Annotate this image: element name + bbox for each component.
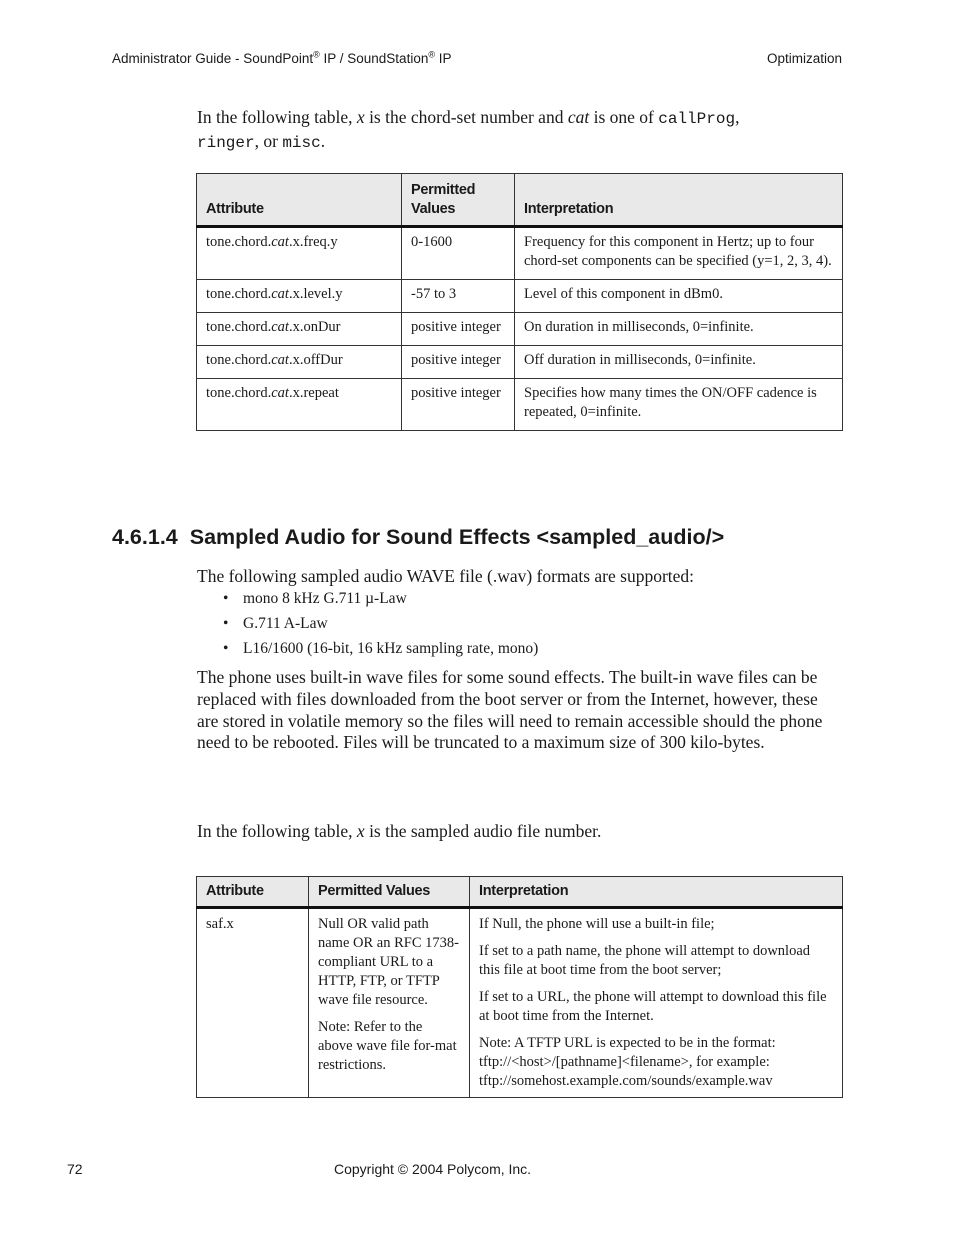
header-attribute: Attribute [197, 174, 402, 227]
var-cat: cat [567, 107, 590, 127]
table-row [197, 280, 843, 313]
attr-cell: tone.chord.cat.x.repeat [197, 379, 402, 431]
table-row [197, 346, 843, 379]
values-cell [309, 908, 470, 1098]
table-row [197, 313, 843, 346]
header-interpretation: Interpretation [470, 877, 843, 908]
chord-attributes-table [196, 173, 843, 431]
code-ringer: ringer [197, 134, 255, 152]
table2-intro: In the following table, x is the sampled audio file number. [197, 821, 602, 841]
interp-cell: Frequency for this component in Hertz; up to four chord-set components can be specified (y=1, 2, 3, 4). [515, 227, 843, 280]
page-number: 72 [67, 1161, 83, 1177]
registered-mark: ® [313, 49, 320, 60]
list-item: • L16/1600 (16-bit, 16 kHz sampling rate, mono) [243, 636, 538, 661]
body-paragraph: The phone uses built-in wave files for some sound effects. The built-in wave files can be replaced with files downloaded from the boot server or from the Internet, however, these are stored in volatile memory so the files will need to remain accessible should the phone need to be rebooted. Files will be truncated to a maximum size of 300 kilo-bytes. [197, 667, 823, 753]
copyright: Copyright © 2004 Polycom, Inc. [334, 1161, 532, 1177]
values-cell: -57 to 3 [402, 280, 515, 313]
code-callprog: callProg [658, 110, 736, 128]
table1-intro: In the following table, x is the chord-set number and cat is one of callProg, ringer, or misc. [197, 107, 740, 152]
interp-tftp-note: Note: A TFTP URL is expected to be in the format: tftp://<host>/[pathname]<filename>, for example: tftp://somehost.example.com/sounds/example.wav [479, 1035, 776, 1089]
attr-cell: tone.chord.cat.x.onDur [197, 313, 402, 346]
list-item: • mono 8 kHz G.711 µ-Law [243, 586, 538, 611]
header-title-suffix: IP [434, 51, 452, 66]
interp-cell: Level of this component in dBm0. [515, 280, 843, 313]
values-cell: positive integer [402, 379, 515, 431]
formats-intro: The following sampled audio WAVE file (.wav) formats are supported: [197, 566, 695, 586]
header-attribute: Attribute [197, 877, 309, 908]
section-title: Sampled Audio for Sound Effects <sampled_audio/> [189, 525, 725, 549]
formats-list [222, 586, 538, 661]
sampled-audio-table [196, 876, 843, 1098]
values-cell: positive integer [402, 346, 515, 379]
table-header-row [197, 877, 843, 908]
values-cell: positive integer [402, 313, 515, 346]
values-cell: 0-1600 [402, 227, 515, 280]
interp-cell: On duration in milliseconds, 0=infinite. [515, 313, 843, 346]
table-row [197, 227, 843, 280]
interp-null: If Null, the phone will use a built-in file; [479, 916, 715, 932]
table-row [197, 908, 843, 1098]
header-interpretation: Interpretation [515, 174, 843, 227]
table-row [197, 379, 843, 431]
interp-url: If set to a URL, the phone will attempt to download this file at boot time from the Internet. [479, 989, 827, 1024]
section-number: 4.6.1.4 [112, 525, 178, 549]
var-x: x [356, 107, 365, 127]
header-permitted-values: Permitted Values [402, 174, 515, 227]
interp-cell [470, 908, 843, 1098]
interp-path: If set to a path name, the phone will attempt to download this file at boot time from the boot server; [479, 943, 811, 978]
list-item: • G.711 A-Law [243, 611, 538, 636]
attr-cell: tone.chord.cat.x.freq.y [197, 227, 402, 280]
table-header-row [197, 174, 843, 227]
section-heading [112, 525, 724, 550]
header-permitted-values: Permitted Values [309, 877, 470, 908]
values-note: Note: Refer to the above wave file for-mat restrictions. [318, 1019, 457, 1073]
header-title-mid: IP / SoundStation [319, 51, 429, 66]
interp-cell: Specifies how many times the ON/OFF cadence is repeated, 0=infinite. [515, 379, 843, 431]
running-header-title [112, 51, 452, 66]
running-header-section: Optimization [766, 51, 842, 66]
var-x: x [356, 821, 365, 841]
header-title-prefix: Administrator Guide - SoundPoint [112, 51, 314, 66]
attr-cell: saf.x [197, 908, 309, 1098]
code-misc: misc [282, 134, 321, 152]
interp-cell: Off duration in milliseconds, 0=infinite. [515, 346, 843, 379]
values-text: Null OR valid path name OR an RFC 1738-compliant URL to a HTTP, FTP, or TFTP wave file resource. [318, 916, 459, 1008]
attr-cell: tone.chord.cat.x.level.y [197, 280, 402, 313]
registered-mark: ® [428, 49, 435, 60]
attr-cell: tone.chord.cat.x.offDur [197, 346, 402, 379]
